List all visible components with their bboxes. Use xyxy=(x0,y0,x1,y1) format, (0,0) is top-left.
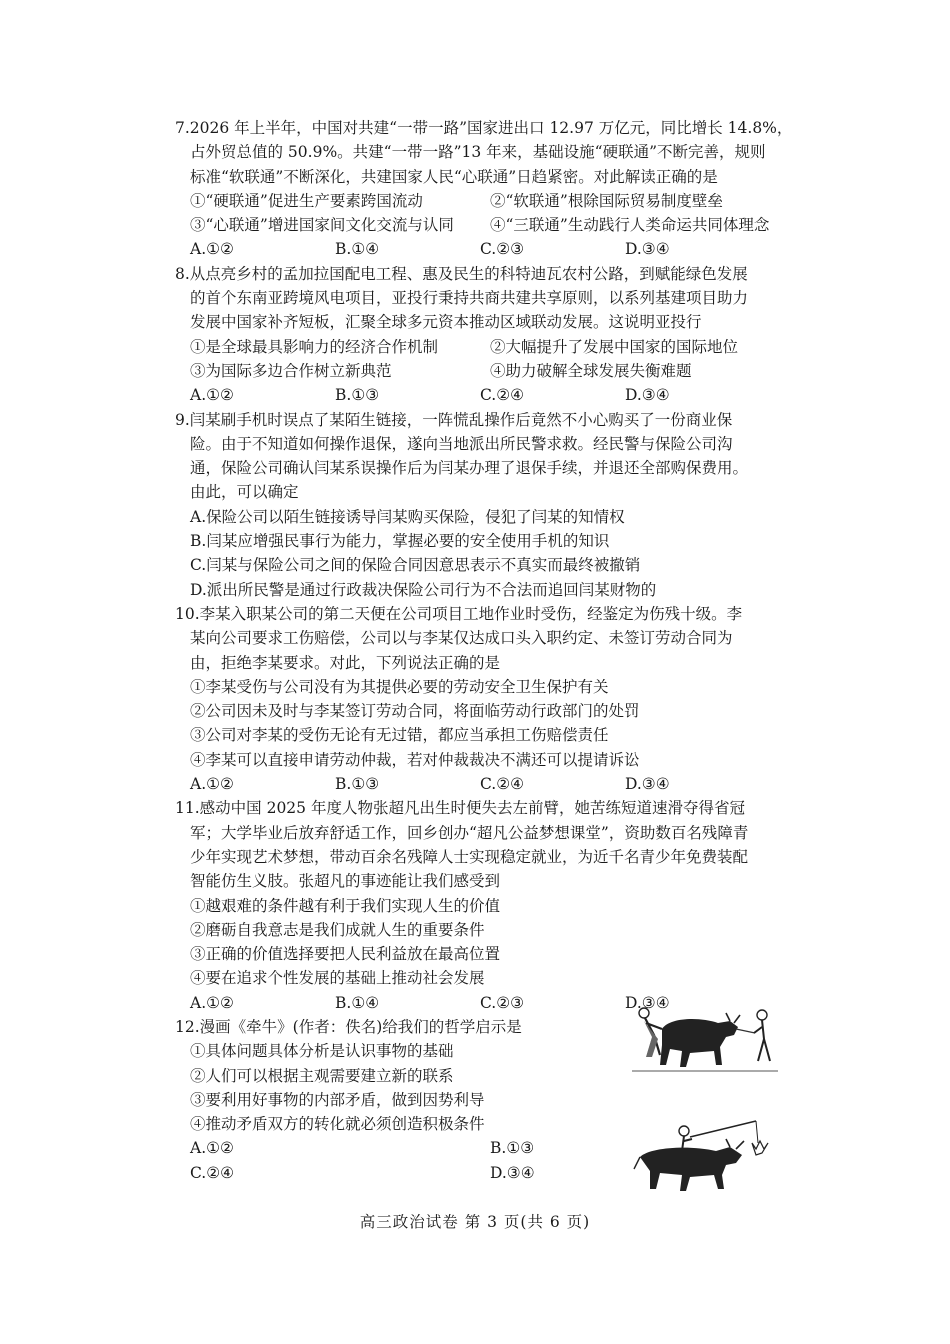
option-3: ③公司对李某的受伤无论有无过错，都应当承担工伤赔偿责任 xyxy=(190,726,609,745)
choice-b: B.①③ xyxy=(490,1139,535,1158)
answer-d: D.派出所民警是通过行政裁决保险公司行为不合法而追回闫某财物的 xyxy=(190,580,657,599)
question-stem-line: 的首个东南亚跨境风电项目，亚投行秉持共商共建共享原则，以系列基建项目助力 xyxy=(190,289,749,308)
answer-choices xyxy=(175,772,805,796)
cartoon-pulling-ox xyxy=(630,999,780,1077)
option-4: ④助力破解全球发展失衡难题 xyxy=(490,361,692,380)
option-2: ②大幅提升了发展中国家的国际地位 xyxy=(490,337,739,356)
option-2: ②人们可以根据主观需要建立新的联系 xyxy=(190,1066,454,1085)
option-2: ②磨砺自我意志是我们成就人生的重要条件 xyxy=(190,920,485,939)
question-9 xyxy=(175,408,805,602)
page-footer: 高三政治试卷 第 3 页(共 6 页) xyxy=(359,1213,591,1231)
option-3: ③要利用好事物的内部矛盾，做到因势利导 xyxy=(190,1090,485,1109)
choice-c: C.②④ xyxy=(480,775,525,794)
option-3: ③为国际多边合作树立新典范 xyxy=(190,361,392,380)
question-stem-line: 11.感动中国 2025 年度人物张超凡出生时便失去左前臂，她苦练短道速滑夺得省冠 xyxy=(175,799,745,818)
answer-a: A.保险公司以陌生链接诱导闫某购买保险，侵犯了闫某的知情权 xyxy=(190,507,625,526)
choice-c: C.②③ xyxy=(480,993,525,1012)
answer-choices xyxy=(175,237,805,261)
option-row xyxy=(175,213,805,237)
question-stem-line: 由此，可以确定 xyxy=(190,483,299,502)
option-1: ①李某受伤与公司没有为其提供必要的劳动安全卫生保护有关 xyxy=(190,677,609,696)
question-12 xyxy=(175,1015,805,1185)
option-2: ②“软联通”根除国际贸易制度壁垒 xyxy=(490,191,723,210)
option-row xyxy=(175,335,805,359)
question-stem-line: 智能仿生义肢。张超凡的事迹能让我们感受到 xyxy=(190,872,501,891)
choice-c: C.②④ xyxy=(190,1163,235,1182)
question-stem-line: 12.漫画《牵牛》(作者：佚名)给我们的哲学启示是 xyxy=(175,1017,522,1036)
answer-b: B.闫某应增强民事行为能力，掌握必要的安全使用手机的知识 xyxy=(190,532,610,551)
choice-c: C.②③ xyxy=(480,240,525,259)
question-stem-line: 由，拒绝李某要求。对此，下列说法正确的是 xyxy=(190,653,501,672)
choice-a: A.①② xyxy=(190,775,234,794)
choice-a: A.①② xyxy=(190,386,234,405)
answer-c: C.闫某与保险公司之间的保险合同因意思表示不真实而最终被撤销 xyxy=(190,556,641,575)
question-stem-line: 通，保险公司确认闫某系误操作后为闫某办理了退保手续，并退还全部购保费用。 xyxy=(190,459,749,478)
option-4: ④要在追求个性发展的基础上推动社会发展 xyxy=(190,969,485,988)
choice-d: D.③④ xyxy=(625,386,670,405)
exam-page xyxy=(175,116,805,1185)
question-8 xyxy=(175,262,805,408)
question-stem-line: 标准“软联通”不断深化，共建国家人民“心联通”日趋紧密。对此解读正确的是 xyxy=(190,167,718,186)
choice-b: B.①④ xyxy=(335,240,380,259)
question-stem-line: 9.闫某刷手机时误点了某陌生链接，一阵慌乱操作后竟然不小心购买了一份商业保 xyxy=(175,410,733,429)
option-1: ①具体问题具体分析是认识事物的基础 xyxy=(190,1042,454,1061)
choice-c: C.②④ xyxy=(480,386,525,405)
question-stem-line: 少年实现艺术梦想，带动百余名残障人士实现稳定就业，为近千名青少年免费装配 xyxy=(190,847,749,866)
option-1: ①越艰难的条件越有利于我们实现人生的价值 xyxy=(190,896,501,915)
question-10 xyxy=(175,602,805,796)
question-stem-line: 8.从点亮乡村的孟加拉国配电工程、惠及民生的科特迪瓦农村公路，到赋能绿色发展 xyxy=(175,264,748,283)
question-stem-line: 7.2026 年上半年，中国对共建“一带一路”国家进出口 12.97 万亿元，同比增长 14.8%， xyxy=(175,119,793,137)
choice-d: D.③④ xyxy=(625,993,670,1012)
choice-b: B.①③ xyxy=(335,386,380,405)
choice-d: D.③④ xyxy=(490,1163,535,1182)
option-3: ③“心联通”增进国家间文化交流与认同 xyxy=(190,216,454,235)
choice-a: A.①② xyxy=(190,993,234,1012)
option-4: ④“三联通”生动践行人类命运共同体理念 xyxy=(490,216,770,235)
choice-d: D.③④ xyxy=(625,775,670,794)
choice-b: B.①③ xyxy=(335,775,380,794)
question-stem-line: 某向公司要求工伤赔偿，公司以与李某仅达成口头入职约定、未签订劳动合同为 xyxy=(190,629,733,648)
question-stem-line: 军；大学毕业后放弃舒适工作，回乡创办“超凡公益梦想课堂”，资助数百名残障青 xyxy=(190,823,749,842)
question-7 xyxy=(175,116,805,262)
choice-b: B.①④ xyxy=(335,993,380,1012)
cartoon-riding-ox xyxy=(630,1111,780,1195)
option-2: ②公司因未及时与李某签订劳动合同，将面临劳动行政部门的处罚 xyxy=(190,702,640,721)
option-row xyxy=(175,359,805,383)
option-1: ①“硬联通”促进生产要素跨国流动 xyxy=(190,191,423,210)
option-1: ①是全球最具影响力的经济合作机制 xyxy=(190,337,439,356)
question-stem-line: 10.李某入职某公司的第二天便在公司项目工地作业时受伤，经鉴定为伤残十级。李 xyxy=(175,604,743,623)
choice-a: A.①② xyxy=(190,1139,234,1158)
question-stem-line: 占外贸总值的 50.9%。共建“一带一路”13 年来，基础设施“硬联通”不断完善，规则 xyxy=(190,143,766,162)
question-stem-line: 发展中国家补齐短板，汇聚全球多元资本推动区域联动发展。这说明亚投行 xyxy=(190,313,702,332)
option-4: ④李某可以直接申请劳动仲裁，若对仲裁裁决不满还可以提请诉讼 xyxy=(190,750,640,769)
option-row xyxy=(175,189,805,213)
choice-d: D.③④ xyxy=(625,240,670,259)
choice-a: A.①② xyxy=(190,240,234,259)
answer-choices xyxy=(175,383,805,407)
question-11 xyxy=(175,796,805,1015)
option-4: ④推动矛盾双方的转化就必须创造积极条件 xyxy=(190,1115,485,1134)
option-3: ③正确的价值选择要把人民利益放在最高位置 xyxy=(190,945,501,964)
question-stem-line: 险。由于不知道如何操作退保，遂向当地派出所民警求救。经民警与保险公司沟 xyxy=(190,434,733,453)
